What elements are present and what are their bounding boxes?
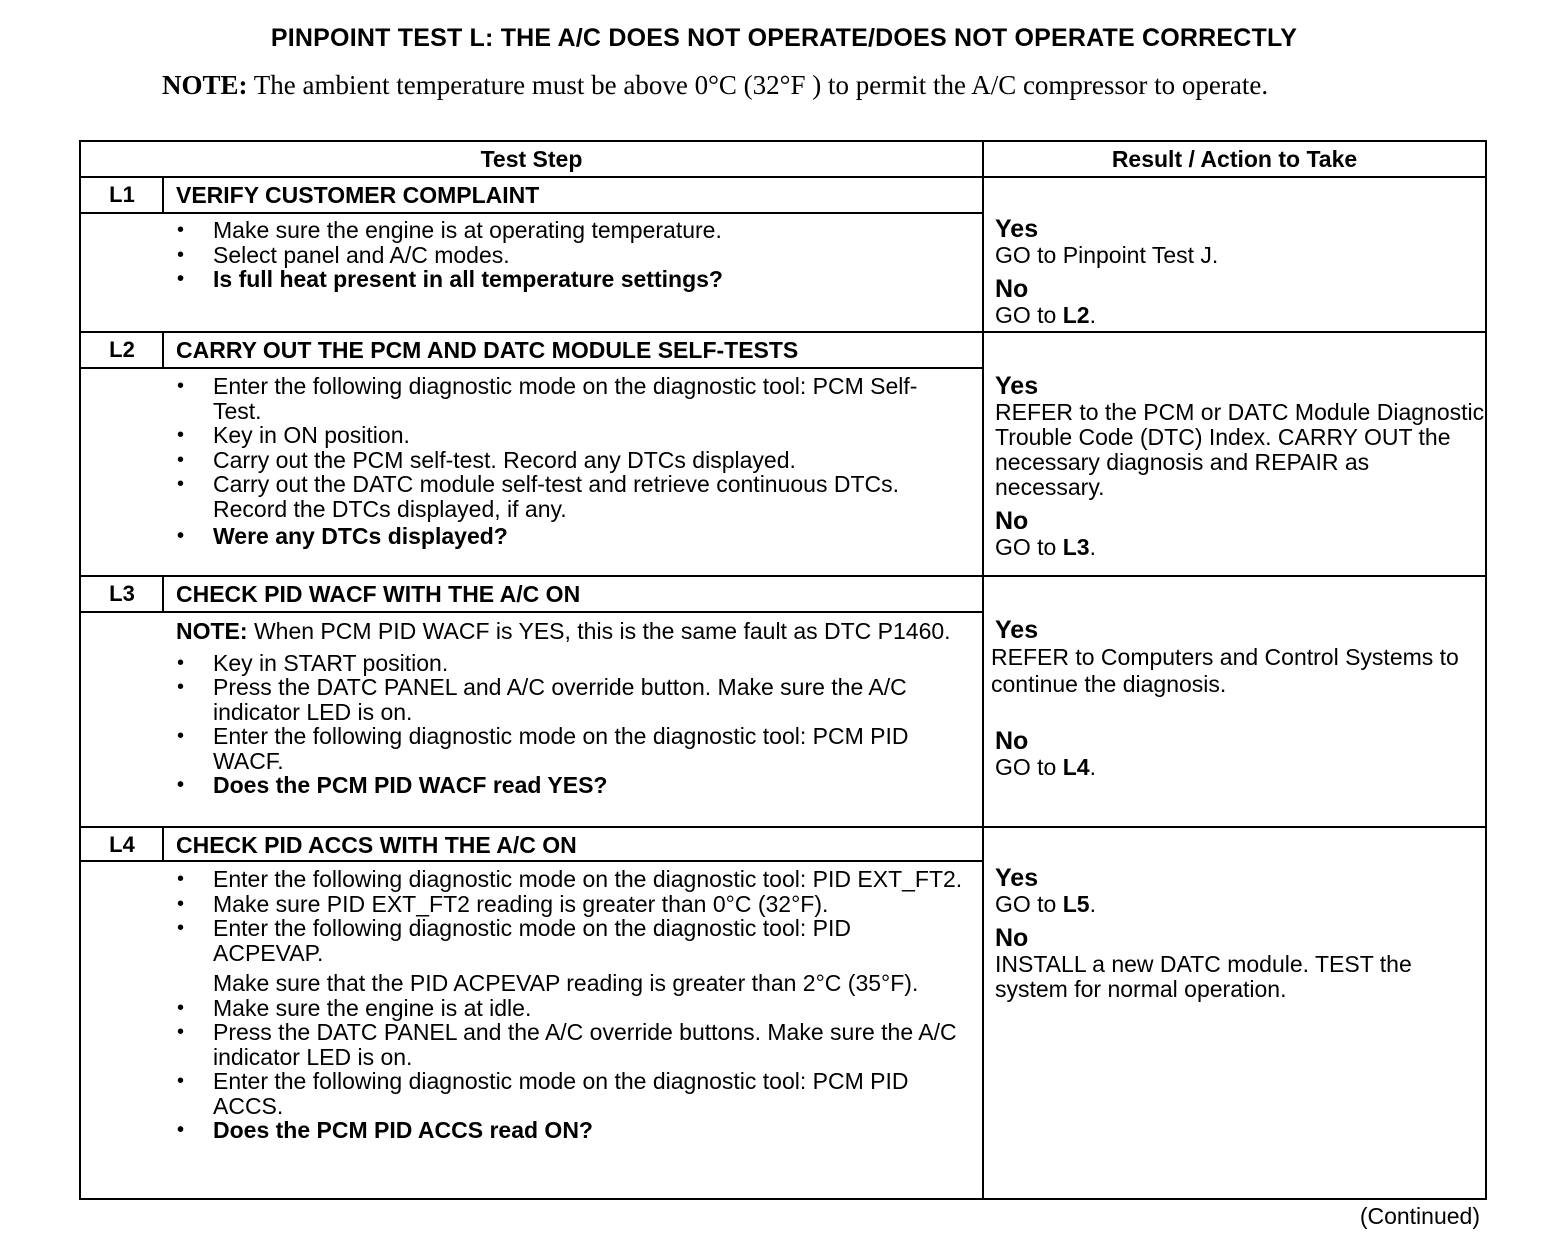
step-bullet: • Key in START position. — [174, 651, 966, 676]
yes-label: Yes — [995, 616, 1039, 644]
step-body-l2 — [174, 374, 964, 549]
yes-label: Yes — [995, 215, 1039, 243]
page-title: PINPOINT TEST L: THE A/C DOES NOT OPERATE/DOES NOT OPERATE CORRECTLY — [270, 24, 1298, 52]
step-bullet: • Press the DATC PANEL and the A/C override buttons. Make sure the A/C indicator LED is on. — [174, 1020, 964, 1069]
yes-label: Yes — [995, 372, 1039, 400]
yes-action-suffix: . — [1089, 891, 1096, 917]
step-question: • Does the PCM PID WACF read YES? — [174, 773, 966, 798]
result-l3 — [991, 617, 1481, 780]
no-label: No — [995, 507, 1029, 535]
no-label: No — [995, 924, 1029, 952]
no-action-suffix: . — [1089, 302, 1096, 328]
step-bullet: • Make sure the engine is at operating temperature. — [174, 218, 964, 243]
no-action-suffix: . — [1089, 534, 1096, 560]
no-action — [995, 535, 1485, 560]
note-text: The ambient temperature must be above 0°C (32°F ) to permit the A/C compressor to operate. — [253, 70, 1269, 100]
step-id-l2: L2 — [109, 337, 135, 362]
step-bullet: • Make sure PID EXT_FT2 reading is greater than 0°C (32°F). — [174, 892, 964, 917]
yes-action: REFER to Computers and Control Systems to continue the diagnosis. — [991, 644, 1459, 697]
step-bullet: • Carry out the DATC module self-test and retrieve continuous DTCs. Record the DTCs displayed, if any. — [174, 472, 964, 521]
step-question: • Were any DTCs displayed? — [174, 524, 964, 549]
step-sub-paragraph: Make sure that the PID ACPEVAP reading is greater than 2°C (35°F). — [213, 970, 919, 996]
yes-action: GO to Pinpoint Test J. — [995, 242, 1219, 268]
step-bullet: • Key in ON position. — [174, 423, 964, 448]
no-action — [991, 755, 1481, 780]
result-l2 — [995, 373, 1485, 560]
column-header-test-step: Test Step — [480, 146, 583, 172]
pinpoint-test-table — [79, 140, 1487, 1200]
step-bullet: • Enter the following diagnostic mode on the diagnostic tool: PID ACPEVAP. — [174, 916, 964, 965]
step-id-l4: L4 — [109, 832, 135, 857]
no-action-prefix: GO to — [995, 754, 1063, 780]
step-question: • Does the PCM PID ACCS read ON? — [174, 1118, 964, 1143]
no-label: No — [995, 275, 1029, 303]
step-bullet: • Select panel and A/C modes. — [174, 243, 964, 268]
no-action-prefix: GO to — [995, 302, 1063, 328]
no-action-suffix: . — [1089, 754, 1096, 780]
step-bullet: • Enter the following diagnostic mode on the diagnostic tool: PCM PID WACF. — [174, 724, 966, 773]
step-bullet: • Press the DATC PANEL and A/C override button. Make sure the A/C indicator LED is on. — [174, 675, 966, 724]
no-action-step-ref: L4 — [1062, 754, 1090, 780]
continued-label: (Continued) — [1359, 1203, 1480, 1229]
step-id-l1: L1 — [109, 182, 135, 207]
step-note — [176, 619, 966, 644]
no-action-step-ref: L2 — [1062, 302, 1090, 328]
step-note-label: NOTE: — [176, 618, 248, 644]
page-note — [162, 70, 1367, 100]
step-title-l4: CHECK PID ACCS WITH THE A/C ON — [176, 832, 577, 858]
no-action: INSTALL a new DATC module. TEST the system for normal operation. — [995, 951, 1412, 1002]
no-action-step-ref: L3 — [1062, 534, 1090, 560]
step-note-text: When PCM PID WACF is YES, this is the same fault as DTC P1460. — [253, 618, 951, 644]
no-action-prefix: GO to — [995, 534, 1063, 560]
step-title-l2: CARRY OUT THE PCM AND DATC MODULE SELF-TESTS — [176, 337, 799, 363]
step-title-l3: CHECK PID WACF WITH THE A/C ON — [176, 581, 581, 607]
step-body-l1 — [174, 218, 964, 292]
note-label: NOTE: — [162, 70, 248, 100]
yes-action-prefix: GO to — [995, 891, 1063, 917]
yes-action: REFER to the PCM or DATC Module Diagnostic Trouble Code (DTC) Index. CARRY OUT the necessary diagnosis and REPAIR as necessary. — [995, 399, 1485, 500]
step-bullet: • Enter the following diagnostic mode on the diagnostic tool: PCM PID ACCS. — [174, 1069, 964, 1118]
step-question: • Is full heat present in all temperature settings? — [174, 267, 964, 292]
step-bullet: • Make sure the engine is at idle. — [174, 996, 964, 1021]
result-l1 — [995, 216, 1485, 328]
step-body-l3 — [176, 619, 966, 798]
result-l4 — [995, 865, 1485, 1002]
step-id-l3: L3 — [109, 581, 135, 606]
step-title-l1: VERIFY CUSTOMER COMPLAINT — [176, 182, 540, 208]
yes-action — [995, 892, 1485, 917]
step-bullet: • Enter the following diagnostic mode on the diagnostic tool: PCM Self-Test. — [174, 374, 964, 423]
yes-label: Yes — [995, 864, 1039, 892]
step-bullet: • Carry out the PCM self-test. Record any DTCs displayed. — [174, 448, 964, 473]
step-bullet: • Enter the following diagnostic mode on the diagnostic tool: PID EXT_FT2. — [174, 867, 964, 892]
no-label: No — [995, 727, 1029, 755]
yes-action-step-ref: L5 — [1062, 891, 1090, 917]
no-action — [995, 303, 1485, 328]
column-header-result: Result / Action to Take — [1111, 146, 1358, 172]
step-body-l4 — [174, 867, 964, 1143]
